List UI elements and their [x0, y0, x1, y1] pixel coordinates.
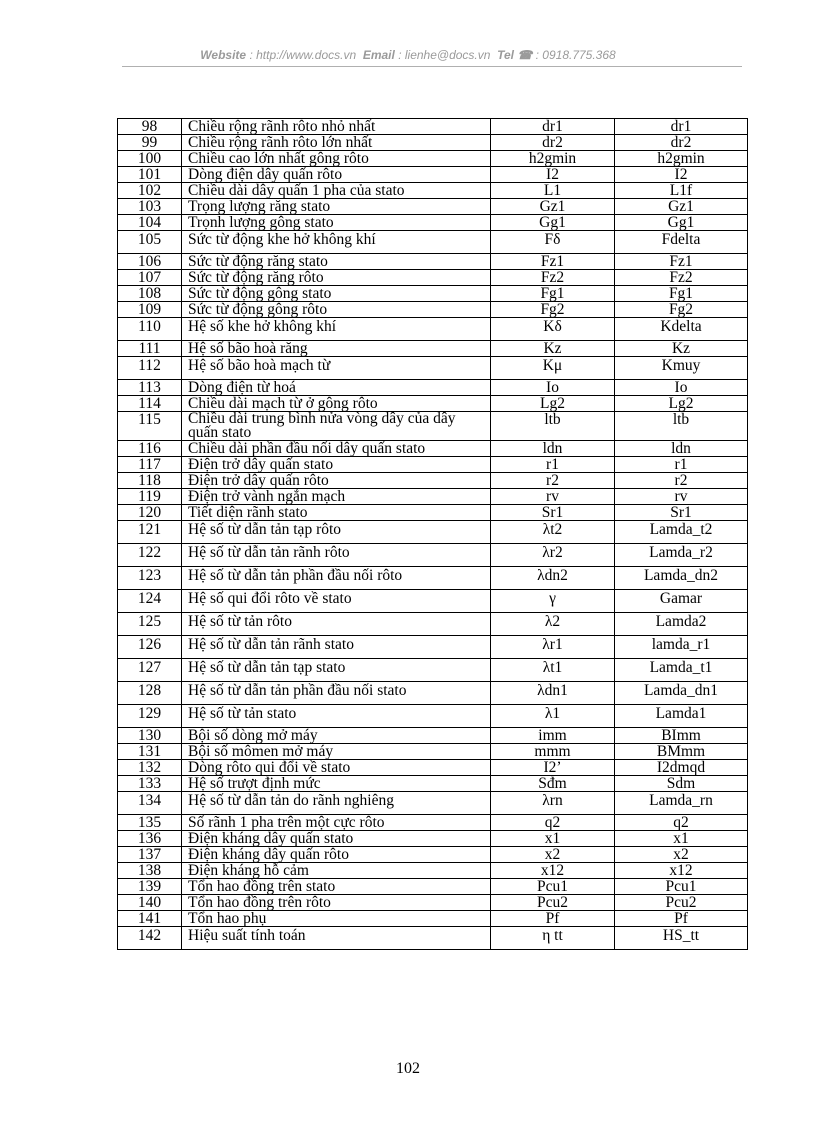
variable-name: Gg1	[615, 215, 748, 231]
variable-name: dr1	[615, 119, 748, 135]
parameter-name: Hệ số từ dẫn tản rãnh stato	[182, 636, 491, 659]
parameter-name: Chiều dài dây quấn 1 pha của stato	[182, 183, 491, 199]
row-number: 119	[118, 489, 182, 505]
table-row	[118, 659, 748, 682]
email-label: Email	[362, 48, 395, 62]
parameter-symbol: ltb	[491, 412, 615, 441]
variable-name: Lg2	[615, 396, 748, 412]
parameter-name: Tổn hao đồng trên rôto	[182, 895, 491, 911]
variable-name: BMmm	[615, 744, 748, 760]
table-row	[118, 183, 748, 199]
parameter-symbol: Kz	[491, 341, 615, 357]
parameter-symbol: Io	[491, 380, 615, 396]
variable-name: Lamda_rn	[615, 792, 748, 815]
row-number: 137	[118, 847, 182, 863]
table-row	[118, 505, 748, 521]
tel-value: : 0918.775.368	[535, 48, 616, 62]
row-number: 120	[118, 505, 182, 521]
variable-name: r2	[615, 473, 748, 489]
row-number: 102	[118, 183, 182, 199]
parameter-symbol: Pcu1	[491, 879, 615, 895]
row-number: 136	[118, 831, 182, 847]
parameter-symbol: mmm	[491, 744, 615, 760]
page-number: 102	[396, 1060, 420, 1077]
parameter-symbol: Kμ	[491, 357, 615, 380]
row-number: 135	[118, 815, 182, 831]
row-number: 132	[118, 760, 182, 776]
parameter-symbol: rv	[491, 489, 615, 505]
email-value: : lienhe@docs.vn	[398, 48, 491, 62]
parameter-symbol: λrn	[491, 792, 615, 815]
parameter-symbol: q2	[491, 815, 615, 831]
row-number: 138	[118, 863, 182, 879]
variable-name: x2	[615, 847, 748, 863]
table-row	[118, 728, 748, 744]
parameter-symbol: λ1	[491, 705, 615, 728]
variable-name: r1	[615, 457, 748, 473]
parameter-symbol: x12	[491, 863, 615, 879]
parameter-symbol: γ	[491, 590, 615, 613]
variable-name: I2dmqd	[615, 760, 748, 776]
variable-name: Io	[615, 380, 748, 396]
row-number: 108	[118, 286, 182, 302]
parameter-symbol: r2	[491, 473, 615, 489]
variable-name: Sdm	[615, 776, 748, 792]
row-number: 112	[118, 357, 182, 380]
table-row	[118, 613, 748, 636]
table-row	[118, 863, 748, 879]
variable-name: Fz1	[615, 254, 748, 270]
row-number: 100	[118, 151, 182, 167]
parameter-symbol: Lg2	[491, 396, 615, 412]
table-row	[118, 636, 748, 659]
parameter-name: Sức từ động răng stato	[182, 254, 491, 270]
table-row	[118, 412, 748, 441]
parameter-name: Hệ số khe hở không khí	[182, 318, 491, 341]
parameter-symbol: Pf	[491, 911, 615, 927]
parameter-symbol: Fg2	[491, 302, 615, 318]
variable-name: Pf	[615, 911, 748, 927]
row-number: 139	[118, 879, 182, 895]
table-row	[118, 357, 748, 380]
parameter-symbol: Fg1	[491, 286, 615, 302]
parameter-name: Điện trở dây quấn rôto	[182, 473, 491, 489]
parameter-name: Hệ số bão hoà mạch từ	[182, 357, 491, 380]
variable-name: Lamda_t2	[615, 521, 748, 544]
row-number: 126	[118, 636, 182, 659]
table-row	[118, 457, 748, 473]
table-row	[118, 760, 748, 776]
table-row	[118, 521, 748, 544]
parameter-symbol: Fz1	[491, 254, 615, 270]
row-number: 105	[118, 231, 182, 254]
parameter-symbol: λr1	[491, 636, 615, 659]
variable-name: Gamar	[615, 590, 748, 613]
variable-name: x1	[615, 831, 748, 847]
row-number: 118	[118, 473, 182, 489]
parameter-symbol: dr1	[491, 119, 615, 135]
row-number: 127	[118, 659, 182, 682]
row-number: 122	[118, 544, 182, 567]
row-number: 123	[118, 567, 182, 590]
parameter-name: Số rãnh 1 pha trên một cực rôto	[182, 815, 491, 831]
parameter-name: Chiều cao lớn nhất gông rôto	[182, 151, 491, 167]
parameter-name: Chiều dài trung bình nửa vòng dây của dây quấn stato	[182, 412, 491, 441]
variable-name: Fg1	[615, 286, 748, 302]
table-row	[118, 167, 748, 183]
parameter-symbol: Gz1	[491, 199, 615, 215]
parameter-name: Hệ số qui đổi rôto về stato	[182, 590, 491, 613]
row-number: 101	[118, 167, 182, 183]
table-row	[118, 231, 748, 254]
variable-name: h2gmin	[615, 151, 748, 167]
row-number: 104	[118, 215, 182, 231]
table-row	[118, 489, 748, 505]
row-number: 117	[118, 457, 182, 473]
row-number: 140	[118, 895, 182, 911]
row-number: 142	[118, 927, 182, 950]
table-row	[118, 270, 748, 286]
parameter-name: Hệ số từ dẫn tản phần đầu nối stato	[182, 682, 491, 705]
row-number: 121	[118, 521, 182, 544]
parameter-name: Hệ số từ dẫn tản rãnh rôto	[182, 544, 491, 567]
table-row	[118, 473, 748, 489]
table-row	[118, 895, 748, 911]
variable-name: Lamda_dn1	[615, 682, 748, 705]
parameter-name: Điện trở dây quấn stato	[182, 457, 491, 473]
parameter-name: Điện kháng dây quấn stato	[182, 831, 491, 847]
table-row	[118, 215, 748, 231]
parameter-table	[117, 118, 748, 950]
row-number: 116	[118, 441, 182, 457]
row-number: 125	[118, 613, 182, 636]
parameter-symbol: Gg1	[491, 215, 615, 231]
parameter-name: Hệ số từ dẫn tản phần đầu nối rôto	[182, 567, 491, 590]
parameter-symbol: I2’	[491, 760, 615, 776]
row-number: 107	[118, 270, 182, 286]
variable-name: HS_tt	[615, 927, 748, 950]
row-number: 99	[118, 135, 182, 151]
website-label: Website	[200, 48, 247, 62]
variable-name: Lamda_r2	[615, 544, 748, 567]
variable-name: Lamda1	[615, 705, 748, 728]
tel-label: Tel ☎	[497, 48, 533, 62]
variable-name: lamda_r1	[615, 636, 748, 659]
parameter-name: Chiều rộng rãnh rôto nhỏ nhất	[182, 119, 491, 135]
table-row	[118, 705, 748, 728]
table-row	[118, 847, 748, 863]
parameter-symbol: dr2	[491, 135, 615, 151]
parameter-name: Hệ số từ tản rôto	[182, 613, 491, 636]
parameter-symbol: x1	[491, 831, 615, 847]
parameter-name: Sức từ động gông stato	[182, 286, 491, 302]
row-number: 114	[118, 396, 182, 412]
row-number: 141	[118, 911, 182, 927]
variable-name: L1f	[615, 183, 748, 199]
parameter-name: Trọnh lượng gông stato	[182, 215, 491, 231]
parameter-symbol: Pcu2	[491, 895, 615, 911]
parameter-name: Chiều dài phần đầu nối dây quấn stato	[182, 441, 491, 457]
parameter-symbol: η tt	[491, 927, 615, 950]
parameter-table-body	[118, 119, 748, 950]
table-row	[118, 441, 748, 457]
table-row	[118, 682, 748, 705]
row-number: 110	[118, 318, 182, 341]
table-row	[118, 341, 748, 357]
table-row	[118, 911, 748, 927]
parameter-symbol: x2	[491, 847, 615, 863]
variable-name: I2	[615, 167, 748, 183]
parameter-symbol: λt1	[491, 659, 615, 682]
parameter-name: Tổn hao phụ	[182, 911, 491, 927]
row-number: 109	[118, 302, 182, 318]
variable-name: Pcu2	[615, 895, 748, 911]
variable-name: Gz1	[615, 199, 748, 215]
table-row	[118, 254, 748, 270]
parameter-name: Hiệu suất tính toán	[182, 927, 491, 950]
parameter-symbol: Sr1	[491, 505, 615, 521]
parameter-name: Hệ số bão hoà răng	[182, 341, 491, 357]
parameter-symbol: Fδ	[491, 231, 615, 254]
variable-name: q2	[615, 815, 748, 831]
parameter-symbol: Fz2	[491, 270, 615, 286]
row-number: 128	[118, 682, 182, 705]
table-row	[118, 151, 748, 167]
variable-name: Sr1	[615, 505, 748, 521]
parameter-name: Hệ số từ dẫn tản do rãnh nghiêng	[182, 792, 491, 815]
table-row	[118, 119, 748, 135]
variable-name: x12	[615, 863, 748, 879]
row-number: 133	[118, 776, 182, 792]
parameter-symbol: h2gmin	[491, 151, 615, 167]
variable-name: ldn	[615, 441, 748, 457]
variable-name: Kmuy	[615, 357, 748, 380]
table-row	[118, 879, 748, 895]
parameter-symbol: Kδ	[491, 318, 615, 341]
variable-name: Kz	[615, 341, 748, 357]
parameter-symbol: λdn1	[491, 682, 615, 705]
header-divider	[122, 66, 742, 67]
row-number: 130	[118, 728, 182, 744]
parameter-name: Sức từ động răng rôto	[182, 270, 491, 286]
parameter-symbol: λr2	[491, 544, 615, 567]
variable-name: Lamda2	[615, 613, 748, 636]
parameter-name: Điện kháng hỗ cảm	[182, 863, 491, 879]
row-number: 111	[118, 341, 182, 357]
parameter-symbol: ldn	[491, 441, 615, 457]
parameter-name: Bội số dòng mở máy	[182, 728, 491, 744]
variable-name: ltb	[615, 412, 748, 441]
table-row	[118, 567, 748, 590]
table-row	[118, 380, 748, 396]
parameter-name: Chiều dài mạch từ ở gông rôto	[182, 396, 491, 412]
row-number: 131	[118, 744, 182, 760]
variable-name: dr2	[615, 135, 748, 151]
variable-name: Kdelta	[615, 318, 748, 341]
parameter-symbol: r1	[491, 457, 615, 473]
parameter-name: Sức từ động khe hở không khí	[182, 231, 491, 254]
table-row	[118, 927, 748, 950]
table-row	[118, 286, 748, 302]
table-row	[118, 831, 748, 847]
table-row	[118, 318, 748, 341]
parameter-symbol: imm	[491, 728, 615, 744]
variable-name: rv	[615, 489, 748, 505]
row-number: 134	[118, 792, 182, 815]
parameter-symbol: λt2	[491, 521, 615, 544]
parameter-name: Hệ số từ dẫn tản tạp stato	[182, 659, 491, 682]
parameter-name: Trọng lượng răng stato	[182, 199, 491, 215]
table-row	[118, 792, 748, 815]
parameter-name: Bội số mômen mở máy	[182, 744, 491, 760]
parameter-name: Hệ số trượt định mức	[182, 776, 491, 792]
parameter-name: Tiết diện rãnh stato	[182, 505, 491, 521]
row-number: 98	[118, 119, 182, 135]
table-row	[118, 199, 748, 215]
table-row	[118, 544, 748, 567]
table-row	[118, 302, 748, 318]
parameter-symbol: λdn2	[491, 567, 615, 590]
variable-name: Lamda_t1	[615, 659, 748, 682]
row-number: 106	[118, 254, 182, 270]
table-row	[118, 135, 748, 151]
row-number: 129	[118, 705, 182, 728]
table-row	[118, 815, 748, 831]
variable-name: Fdelta	[615, 231, 748, 254]
parameter-name: Dòng rôto qui đổi về stato	[182, 760, 491, 776]
page-header	[0, 48, 816, 62]
row-number: 115	[118, 412, 182, 441]
table-row	[118, 396, 748, 412]
variable-name: Pcu1	[615, 879, 748, 895]
row-number: 124	[118, 590, 182, 613]
variable-name: Lamda_dn2	[615, 567, 748, 590]
parameter-name: Điện kháng dây quấn rôto	[182, 847, 491, 863]
variable-name: BImm	[615, 728, 748, 744]
variable-name: Fg2	[615, 302, 748, 318]
row-number: 103	[118, 199, 182, 215]
website-value: : http://www.docs.vn	[249, 48, 357, 62]
parameter-name: Dòng điện từ hoá	[182, 380, 491, 396]
parameter-name: Tổn hao đồng trên stato	[182, 879, 491, 895]
parameter-symbol: I2	[491, 167, 615, 183]
parameter-name: Sức từ động gông rôto	[182, 302, 491, 318]
table-row	[118, 590, 748, 613]
row-number: 113	[118, 380, 182, 396]
parameter-symbol: L1	[491, 183, 615, 199]
table-row	[118, 744, 748, 760]
variable-name: Fz2	[615, 270, 748, 286]
parameter-name: Dòng điện dây quấn rôto	[182, 167, 491, 183]
table-row	[118, 776, 748, 792]
parameter-symbol: Sđm	[491, 776, 615, 792]
parameter-name: Chiều rộng rãnh rôto lớn nhất	[182, 135, 491, 151]
parameter-symbol: λ2	[491, 613, 615, 636]
parameter-name: Hệ số từ dẫn tản tạp rôto	[182, 521, 491, 544]
parameter-name: Điện trở vành ngắn mạch	[182, 489, 491, 505]
parameter-name: Hệ số từ tản stato	[182, 705, 491, 728]
